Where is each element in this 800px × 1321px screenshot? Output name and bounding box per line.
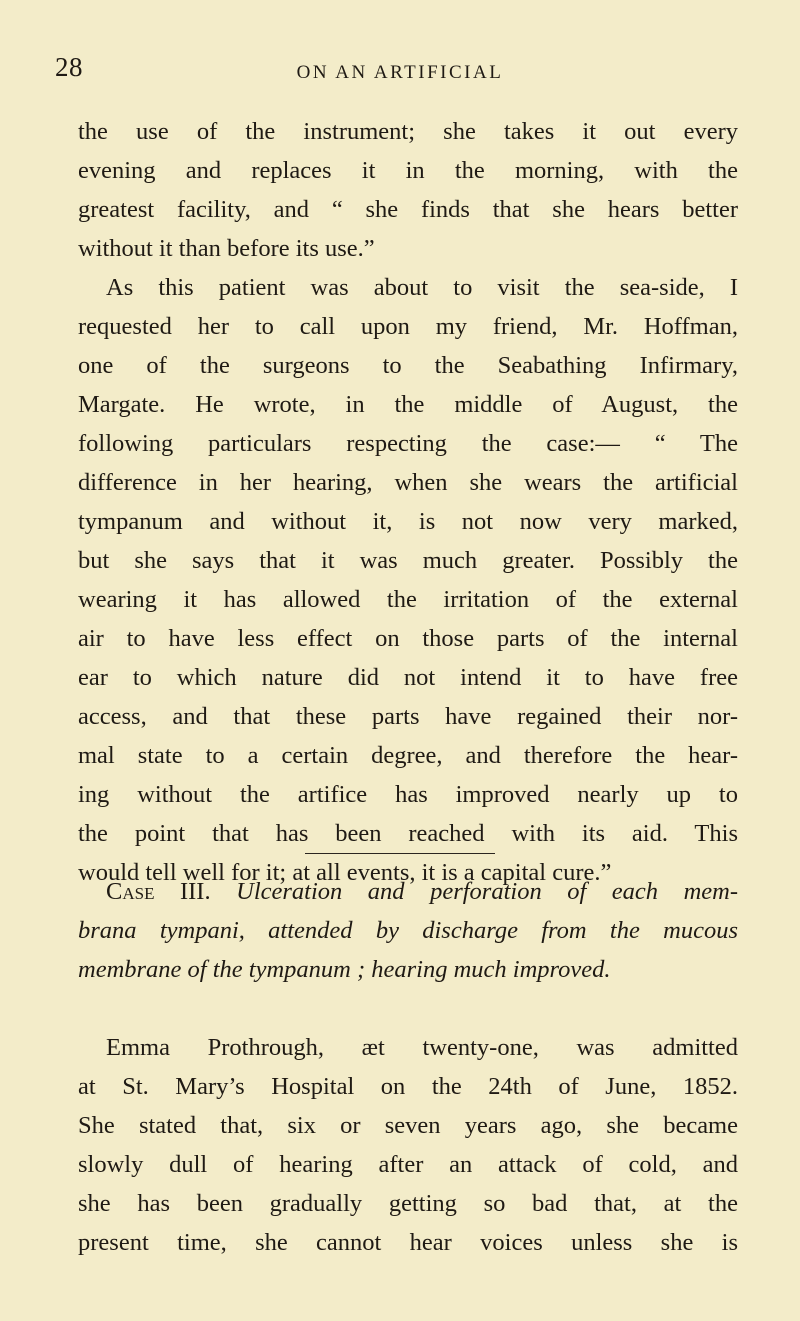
text-line: access, and that these parts have regained their nor- — [78, 703, 738, 730]
text-line: but she says that it was much greater. Possibly the — [78, 547, 738, 574]
paragraph-hoffman-report — [78, 268, 738, 892]
paragraph-emma-prothrough — [78, 1028, 738, 1262]
page-number: 28 — [55, 52, 83, 82]
text-line: ing without the artifice has improved nearly up to — [78, 781, 738, 808]
text-line: evening and replaces it in the morning, with the — [78, 157, 738, 184]
case-title-text: Ulceration and perforation of each mem- — [236, 878, 738, 905]
text-line: present time, she cannot hear voices unless she is — [78, 1229, 738, 1256]
case-title-line: membrane of the tympanum ; hearing much improved. — [78, 956, 611, 983]
text-line: ear to which nature did not intend it to have free — [78, 664, 738, 691]
text-line: slowly dull of hearing after an attack of cold, and — [78, 1151, 738, 1178]
text-line: She stated that, six or seven years ago, she became — [78, 1112, 738, 1139]
text-line: As this patient was about to visit the sea-side, I — [106, 274, 738, 301]
text-line: at St. Mary’s Hospital on the 24th of June, 1852. — [78, 1073, 738, 1100]
case-title-line: brana tympani, attended by discharge from the mucous — [78, 917, 738, 944]
text-line: the use of the instrument; she takes it out every — [78, 118, 738, 145]
text-line: requested her to call upon my friend, Mr. Hoffman, — [78, 313, 738, 340]
text-line: air to have less effect on those parts of the internal — [78, 625, 738, 652]
text-line: would tell well for it; at all events, it is a capital cure.” — [78, 859, 612, 886]
running-title: ON AN ARTIFICIAL — [296, 62, 504, 83]
text-line: one of the surgeons to the Seabathing Infirmary, — [78, 352, 738, 379]
text-line: wearing it has allowed the irritation of the external — [78, 586, 738, 613]
text-line: greatest facility, and “ she finds that she hears better — [78, 196, 738, 223]
text-line: difference in her hearing, when she wears the artificial — [78, 469, 738, 496]
section-divider — [305, 853, 495, 854]
paragraph-continuation — [78, 112, 738, 268]
case-label: Case III. — [106, 878, 211, 905]
text-line: without it than before its use.” — [78, 235, 375, 262]
text-line: Margate. He wrote, in the middle of August, the — [78, 391, 738, 418]
text-line: tympanum and without it, is not now very marked, — [78, 508, 738, 535]
text-line: Emma Prothrough, æt twenty-one, was admitted — [106, 1034, 738, 1061]
case-heading-line — [78, 872, 738, 911]
text-line: she has been gradually getting so bad that, at the — [78, 1190, 738, 1217]
text-line: following particulars respecting the case:— “ The — [78, 430, 738, 457]
case-heading — [78, 872, 738, 989]
text-line: the point that has been reached with its aid. This — [78, 820, 738, 847]
text-line: mal state to a certain degree, and therefore the hear- — [78, 742, 738, 769]
